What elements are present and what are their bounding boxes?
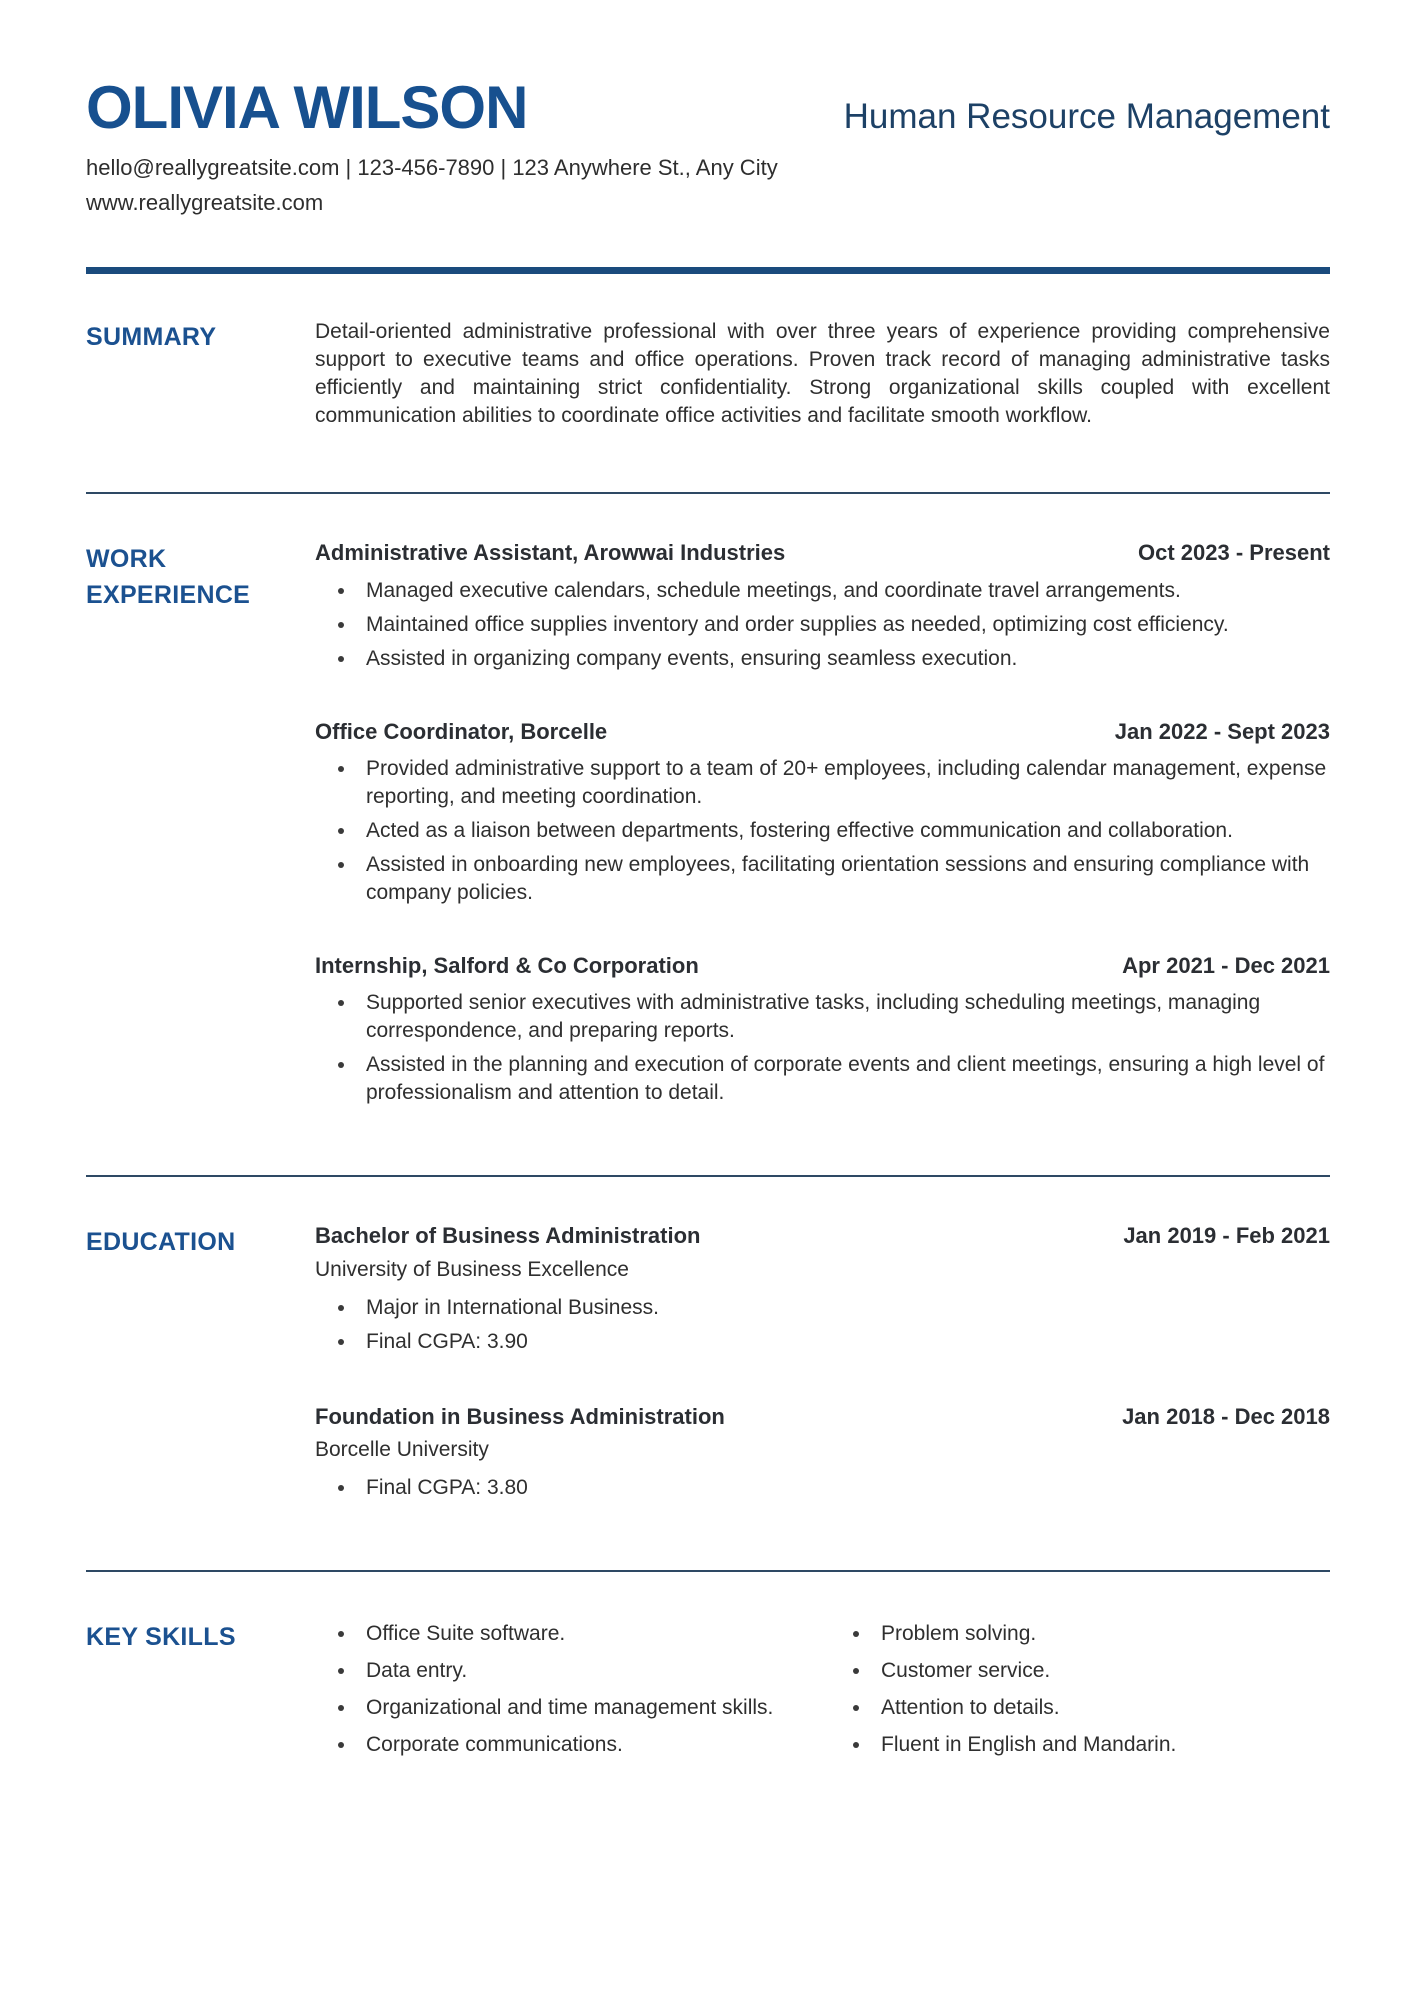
skill-item: Attention to details. [830, 1694, 1330, 1722]
person-name: OLIVIA WILSON [86, 74, 528, 141]
key-skills-label: KEY SKILLS [86, 1623, 236, 1652]
skill-item: Office Suite software. [315, 1620, 830, 1648]
header-job-title: Human Resource Management [843, 97, 1330, 136]
job-title: Administrative Assistant, Arowwai Industries [315, 540, 786, 566]
summary-content [315, 318, 1330, 430]
job-bullet: Assisted in the planning and execution of corporate events and client meetings, ensuring a high level of professionalism and attention to detail. [315, 1051, 1330, 1107]
job-dates: Jan 2022 - Sept 2023 [1114, 718, 1330, 744]
job-bullet: Provided administrative support to a team of 20+ employees, including calendar management, expense reporting, and meeting coordination. [315, 755, 1330, 811]
job-title: Office Coordinator, Borcelle [315, 718, 608, 744]
skill-item: Organizational and time management skills. [315, 1694, 830, 1722]
job-bullet-list [315, 755, 1330, 907]
contact-line: hello@reallygreatsite.com | 123-456-7890 | 123 Anywhere St., Any City [86, 155, 778, 180]
skill-item: Corporate communications. [315, 1731, 830, 1759]
job-dates: Oct 2023 - Present [1138, 540, 1330, 566]
education-dates: Jan 2018 - Dec 2018 [1122, 1403, 1330, 1429]
degree-title: Bachelor of Business Administration [315, 1223, 701, 1249]
website-link: www.reallygreatsite.com [86, 189, 324, 215]
job-bullet-list [315, 577, 1330, 673]
work-experience-content [315, 540, 1330, 1113]
section-divider [86, 1175, 1330, 1177]
education-header [315, 1404, 1330, 1430]
job-dates: Apr 2021 - Dec 2021 [1122, 952, 1330, 978]
job-bullet: Assisted in onboarding new employees, facilitating orientation sessions and ensuring compliance with company policies. [315, 851, 1330, 907]
section-summary [86, 318, 1330, 430]
resume-header [86, 74, 1330, 217]
job-bullet: Acted as a liaison between departments, fostering effective communication and collaboration. [315, 817, 1330, 845]
education-entry [315, 1223, 1330, 1355]
job-bullet: Maintained office supplies inventory and order supplies as needed, optimizing cost efficiency. [315, 611, 1330, 639]
header-divider [86, 267, 1330, 274]
school-name: Borcelle University [315, 1438, 489, 1462]
education-bullet: Final CGPA: 3.80 [315, 1474, 1330, 1502]
section-key-skills [86, 1618, 1330, 1768]
school-name: University of Business Excellence [315, 1257, 629, 1281]
job-title: Internship, Salford & Co Corporation [315, 952, 699, 978]
education-bullet: Final CGPA: 3.90 [315, 1328, 1330, 1356]
key-skills-content [315, 1618, 1330, 1768]
section-education [86, 1223, 1330, 1508]
education-entry [315, 1404, 1330, 1502]
job-bullet: Assisted in organizing company events, ensuring seamless execution. [315, 645, 1330, 673]
job-entry [315, 540, 1330, 672]
education-bullet-list [315, 1294, 1330, 1356]
job-bullet: Managed executive calendars, schedule meetings, and coordinate travel arrangements. [315, 577, 1330, 605]
job-entry [315, 953, 1330, 1107]
skill-item: Problem solving. [830, 1620, 1330, 1648]
skill-item: Customer service. [830, 1657, 1330, 1685]
job-bullet-list [315, 989, 1330, 1107]
skill-item: Data entry. [315, 1657, 830, 1685]
degree-title: Foundation in Business Administration [315, 1403, 725, 1429]
skills-column-right [830, 1618, 1330, 1768]
work-experience-label: WORK EXPERIENCE [86, 545, 251, 609]
job-header [315, 953, 1330, 979]
skills-column-left [315, 1618, 830, 1768]
job-header [315, 719, 1330, 745]
education-bullet: Major in International Business. [315, 1294, 1330, 1322]
job-bullet: Supported senior executives with administrative tasks, including scheduling meetings, managing correspondence, and preparing reports. [315, 989, 1330, 1045]
section-divider [86, 1570, 1330, 1572]
section-divider [86, 492, 1330, 494]
education-bullet-list [315, 1474, 1330, 1502]
job-entry [315, 719, 1330, 907]
summary-label: SUMMARY [86, 323, 217, 352]
education-content [315, 1223, 1330, 1508]
skill-item: Fluent in English and Mandarin. [830, 1731, 1330, 1759]
education-dates: Jan 2019 - Feb 2021 [1123, 1223, 1330, 1249]
section-work-experience [86, 540, 1330, 1113]
education-header [315, 1223, 1330, 1249]
header-row [86, 74, 1330, 141]
education-label: EDUCATION [86, 1228, 236, 1257]
summary-text: Detail-oriented administrative professional with over three years of experience providing comprehensive support to executive teams and office operations. Proven track record of managing administrative tasks efficiently and maintaining strict confidentiality. Strong organizational skills coupled with excellent communication abilities to coordinate office activities and facilitate smooth workflow. [315, 320, 1330, 428]
job-header [315, 540, 1330, 566]
